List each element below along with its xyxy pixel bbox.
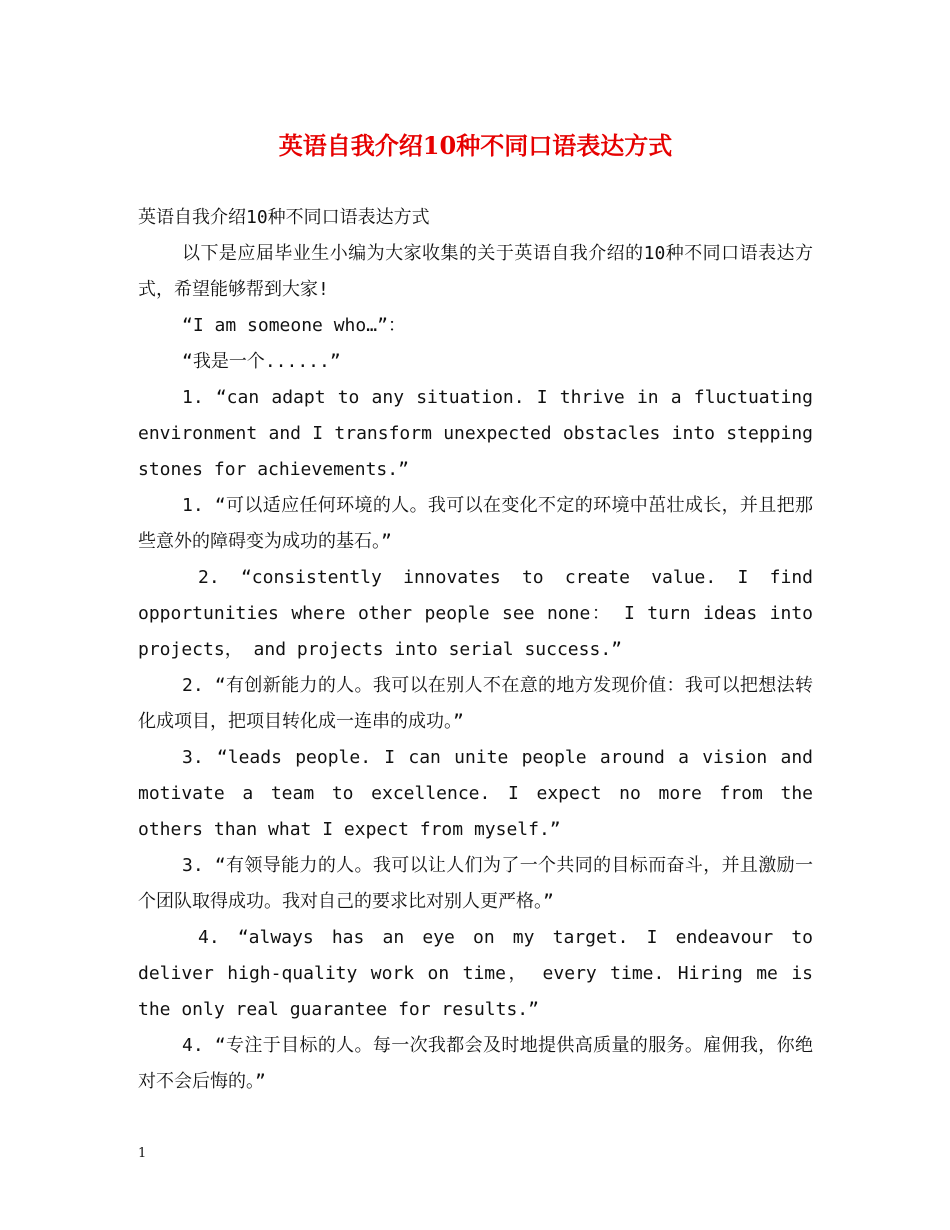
- paragraph-item-3-zh: 3. “有领导能力的人。我可以让人们为了一个共同的目标而奋斗，并且激励一个团队取得成功。我对自己的要求比对别人更严格。”: [138, 855, 813, 912]
- paragraph-item-1-zh: 1. “可以适应任何环境的人。我可以在变化不定的环境中茁壮成长，并且把那些意外的障碍变为成功的基石。”: [138, 495, 813, 552]
- paragraph-lead-zh: “我是一个......”: [182, 351, 341, 372]
- paragraph-item-2-zh: 2. “有创新能力的人。我可以在别人不在意的地方发现价值：我可以把想法转化成项目，把项目转化成一连串的成功。”: [138, 675, 813, 732]
- paragraph-lead-en: “I am someone who…”：: [182, 315, 406, 336]
- paragraph-item-2-en: 2. “consistently innovates to create value. I find opportunities where other people see none： I turn ideas into projects， and projects into serial success.”: [138, 567, 813, 660]
- paragraph-intro: 以下是应届毕业生小编为大家收集的关于英语自我介绍的10种不同口语表达方式，希望能够帮到大家!: [138, 243, 813, 300]
- page-number: 1: [138, 1146, 147, 1161]
- paragraph-item-4-zh: 4. “专注于目标的人。每一次我都会及时地提供高质量的服务。雇佣我，你绝对不会后悔的。”: [138, 1035, 813, 1092]
- paragraph-item-3-en: 3. “leads people. I can unite people around a vision and motivate a team to excellence. I expect no more from the others than what I expect from myself.”: [138, 747, 813, 840]
- paragraph-item-1-en: 1. “can adapt to any situation. I thrive in a fluctuating environment and I transform unexpected obstacles into stepping stones for achievements.”: [138, 387, 813, 480]
- paragraph-item-4-en: 4. “always has an eye on my target. I endeavour to deliver high-quality work on time， every time. Hiring me is the only real guarantee for results.”: [138, 927, 813, 1020]
- paragraph-subtitle: 英语自我介绍10种不同口语表达方式: [138, 207, 430, 228]
- document-title: 英语自我介绍10种不同口语表达方式: [278, 131, 673, 160]
- document-body: [138, 200, 813, 1100]
